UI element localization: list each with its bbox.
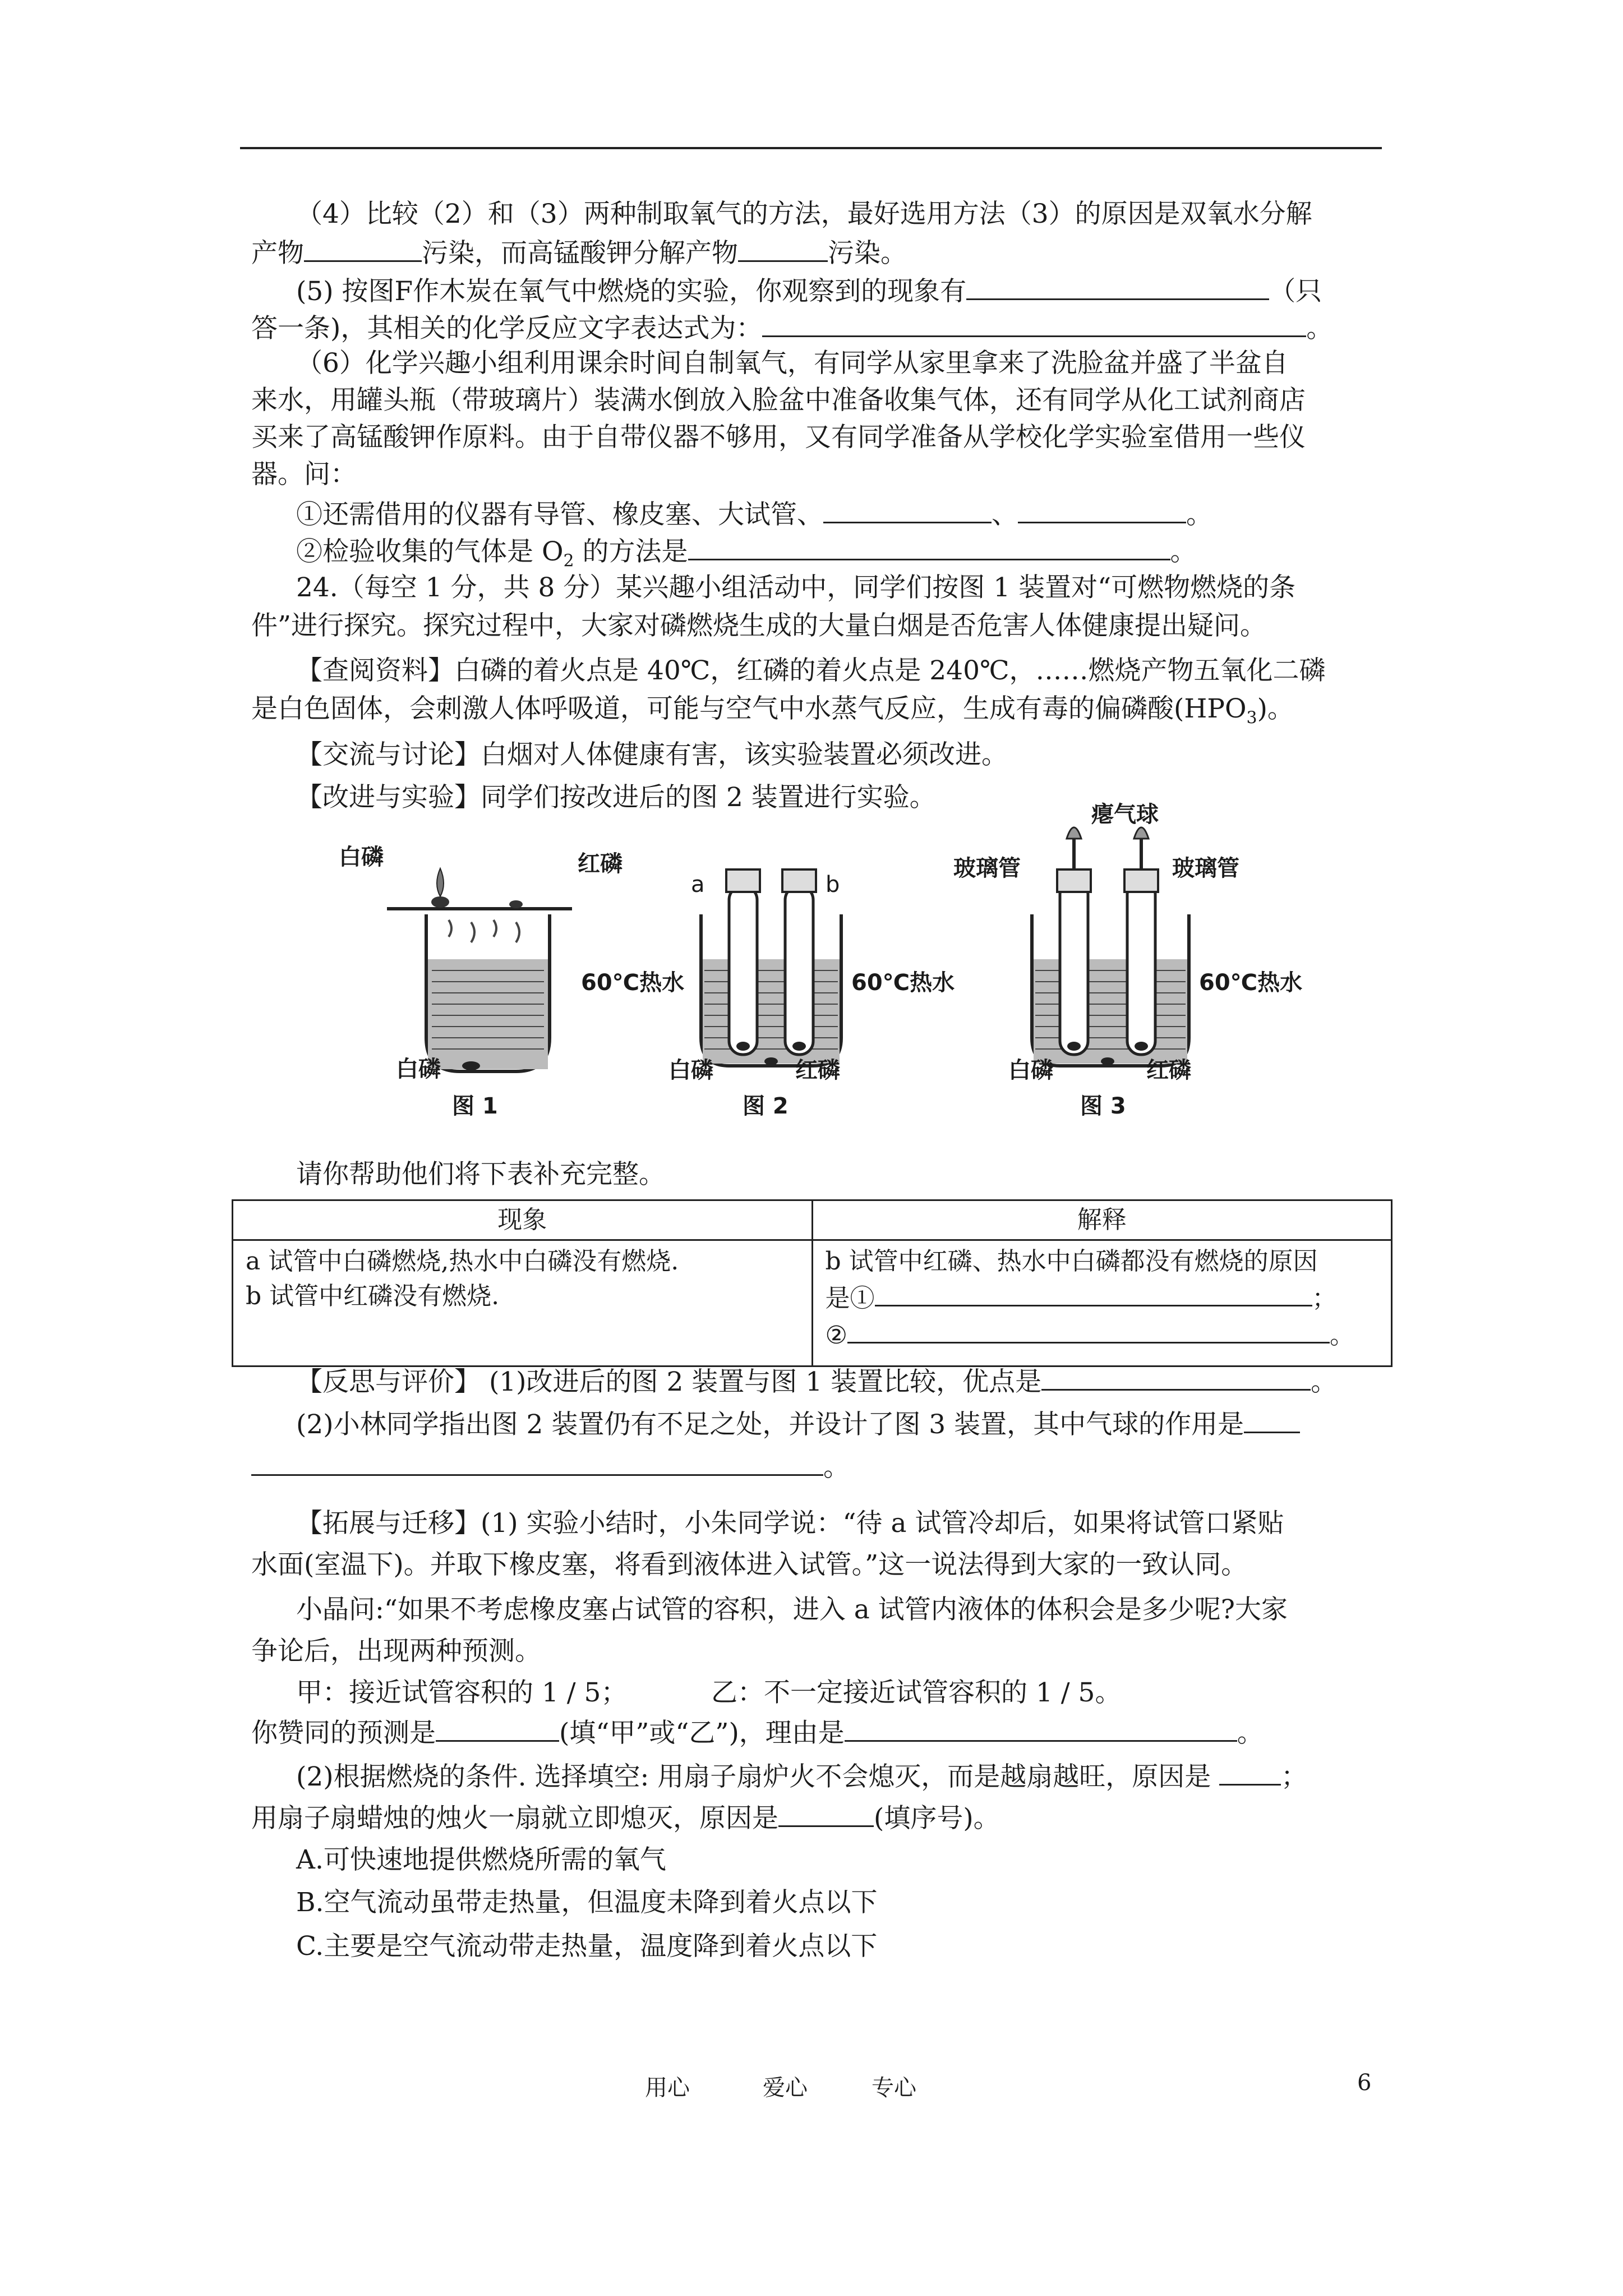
q6-line3: 买来了高锰酸钾作原料。由于自带仪器不够用，又有同学准备从学校化学实验室借用一些仪: [251, 422, 1306, 453]
extend-end: ；: [1281, 1761, 1308, 1792]
q6-sub2-text: ②检验收集的气体是 O: [296, 536, 564, 567]
fig1-label-red-p: 红磷: [578, 851, 623, 877]
q5-text-c: 答一条)，其相关的化学反应文字表达式为：: [251, 313, 763, 344]
footer-motto-2: 爱心: [763, 2075, 808, 2101]
fig2-label-a: a: [691, 872, 705, 898]
fig1-label-water: 60℃热水: [581, 970, 685, 996]
q6-sub1-text: ①还需借用的仪器有导管、橡皮塞、大试管、: [296, 499, 823, 530]
cell-line: [826, 1316, 1379, 1353]
q5-text-a: (5) 按图F作木炭在氧气中燃烧的实验，你观察到的现象有: [296, 276, 967, 307]
option-b: B.空气流动虽带走热量，但温度未降到着火点以下: [296, 1887, 878, 1918]
answer-blank[interactable]: [738, 234, 828, 262]
cell-line: b 试管中红磷、热水中白磷都没有燃烧的原因: [825, 1247, 1318, 1276]
answer-blank[interactable]: [875, 1279, 1312, 1306]
extend-text: 用扇子扇蜡烛的烛火一扇就立即熄灭，原因是: [251, 1803, 778, 1834]
table-intro: 请你帮助他们将下表补充完整。: [296, 1159, 665, 1190]
reflect-text: (2)小林同学指出图 2 装置仍有不足之处，并设计了图 3 装置，其中气球的作用是: [296, 1409, 1244, 1440]
answer-blank[interactable]: [845, 1714, 1237, 1742]
fig2-caption: 图 2: [743, 1093, 789, 1119]
header-rule: [240, 147, 1382, 149]
q6-line2: 来水，用罐头瓶（带玻璃片）装满水倒放入脸盆中准备收集气体，还有同学从化工试剂商店: [251, 385, 1306, 416]
q24-line2: 件”进行探究。探究过程中，大家对磷燃烧生成的大量白烟是否危害人体健康提出疑问。: [251, 610, 1267, 641]
extend-end: (填序号)。: [874, 1803, 1000, 1834]
extend-end: 。: [1237, 1718, 1264, 1749]
q5-line1: [296, 273, 1322, 309]
fig3-label-white-p: 白磷: [1008, 1057, 1053, 1083]
q4-line1: （4）比较（2）和（3）两种制取氧气的方法，最好选用方法（3）的原因是双氧水分解: [296, 199, 1312, 229]
reflect-text: 【反思与评价】 (1)改进后的图 2 装置与图 1 装置比较，优点是: [296, 1366, 1042, 1397]
reflect-end: 。: [823, 1452, 850, 1483]
q6-sub1-end: 。: [1186, 499, 1212, 530]
fig1-label-white-p-bottom: 白磷: [396, 1056, 441, 1082]
q5-text-d: 。: [1306, 313, 1333, 344]
q24-line1: 24.（每空 1 分，共 8 分）某兴趣小组活动中，同学们按图 1 装置对“可燃物燃烧的条: [296, 572, 1296, 603]
fig2-label-water: 60℃热水: [851, 970, 955, 996]
q5-line2: [251, 310, 1332, 346]
fig3-label-tube-right: 玻璃管: [1172, 855, 1239, 881]
q24-ref2-end: )。: [1257, 693, 1294, 724]
table-cell-phenomenon: [233, 1240, 813, 1366]
fig3-label-balloon: 瘪气球: [1091, 802, 1159, 827]
answer-blank[interactable]: [1219, 1758, 1281, 1786]
reflect-end: 。: [1311, 1366, 1338, 1397]
fig1-caption: 图 1: [452, 1093, 498, 1119]
cell-text: ②: [825, 1321, 847, 1350]
q4-text-a: 产物: [251, 238, 304, 269]
extend-line7: [296, 1758, 1307, 1794]
q6-sub1-sep: 、: [992, 499, 1018, 530]
answer-blank[interactable]: [966, 273, 1269, 300]
answer-blank[interactable]: [688, 533, 1170, 560]
answer-blank[interactable]: [436, 1714, 559, 1742]
table-header-phenomenon: 现象: [233, 1200, 813, 1240]
table-header-explanation: 解释: [812, 1200, 1392, 1240]
cell-line: a 试管中白磷燃烧,热水中白磷没有燃烧.: [246, 1247, 679, 1276]
answer-blank[interactable]: [762, 310, 1306, 337]
cell-text: 。: [1329, 1321, 1354, 1350]
fig3-label-water: 60℃热水: [1199, 970, 1303, 996]
q6-line4: 器。问：: [251, 459, 357, 490]
footer-motto-3: 专心: [872, 2075, 916, 2101]
q24-ref2: [251, 692, 1294, 735]
cell-line: [826, 1279, 1379, 1316]
option-a: A.可快速地提供燃烧所需的氧气: [296, 1844, 666, 1875]
fig3-caption: 图 3: [1080, 1093, 1126, 1119]
extend-text: (填“甲”或“乙”)，理由是: [559, 1718, 845, 1749]
cell-text: ；: [1312, 1284, 1337, 1313]
fig2-label-white-p: 白磷: [668, 1057, 713, 1083]
answer-blank[interactable]: [1041, 1363, 1311, 1391]
fig3-label-red-p: 红磷: [1146, 1057, 1191, 1083]
phenomenon-table: [232, 1199, 1393, 1367]
extend-prediction-yi: 乙：不一定接近试管容积的 1 / 5。: [711, 1677, 1122, 1708]
q5-text-b: （只: [1269, 276, 1322, 307]
answer-blank[interactable]: [1244, 1406, 1300, 1433]
extend-line1: 【拓展与迁移】(1) 实验小结时，小朱同学说：“待 a 试管冷却后，如果将试管口紧贴: [296, 1508, 1284, 1539]
extend-line8: [251, 1800, 1000, 1835]
extend-text: (2)根据燃烧的条件. 选择填空: 用扇子扇炉火不会熄灭，而是越扇越旺，原因是: [296, 1761, 1220, 1792]
q6-line1: （6）化学兴趣小组利用课余时间自制氧气，有同学从家里拿来了洗脸盆并盛了半盆自: [296, 348, 1288, 379]
option-c: C.主要是空气流动带走热量，温度降到着火点以下: [296, 1931, 878, 1962]
table-cell-explanation: [812, 1240, 1392, 1366]
footer-motto-1: 用心: [645, 2075, 690, 2101]
cell-text: 是①: [825, 1284, 875, 1313]
subscript: 2: [563, 551, 574, 571]
answer-blank[interactable]: [1018, 496, 1186, 523]
extend-line4: 争论后，出现两种预测。: [251, 1636, 541, 1667]
fig1-label-white-p: 白磷: [339, 844, 384, 870]
q4-text-c: 污染。: [828, 238, 907, 269]
answer-blank[interactable]: [778, 1800, 874, 1827]
extend-prediction-jia: 甲：接近试管容积的 1 / 5；: [296, 1677, 628, 1708]
figure-1-diagram: [387, 853, 572, 1083]
figure-3-diagram: [1026, 813, 1195, 1077]
answer-blank[interactable]: [847, 1316, 1330, 1343]
fig2-label-b: b: [826, 872, 840, 898]
q6-sub2-end: 。: [1170, 536, 1197, 567]
answer-blank[interactable]: [304, 234, 422, 262]
page-number: 6: [1357, 2070, 1372, 2096]
fig3-label-tube-left: 玻璃管: [953, 855, 1021, 881]
q6-sub2-text-b: 的方法是: [574, 536, 688, 567]
answer-blank[interactable]: [251, 1448, 823, 1476]
q6-sub1: [296, 496, 1212, 532]
extend-line3: 小晶问:“如果不考虑橡皮塞占试管的容积，进入 a 试管内液体的体积会是多少呢?大家: [296, 1594, 1288, 1625]
reflect-line2: [296, 1406, 1300, 1442]
q24-discuss: 【交流与讨论】白烟对人体健康有害，该实验装置必须改进。: [296, 739, 1008, 770]
q4-text-b: 污染，而高锰酸钾分解产物: [422, 238, 738, 269]
subscript: 3: [1246, 708, 1257, 728]
q24-ref2-text: 是白色固体，会刺激人体呼吸道，可能与空气中水蒸气反应，生成有毒的偏磷酸(HPO: [251, 693, 1247, 724]
q24-ref1: 【查阅资料】白磷的着火点是 40℃，红磷的着火点是 240℃，……燃烧产物五氧化二磷: [296, 655, 1326, 686]
table-header-row: [233, 1200, 1392, 1240]
q24-improve: 【改进与实验】同学们按改进后的图 2 装置进行实验。: [296, 782, 936, 813]
figure-2-diagram: [695, 864, 847, 1077]
cell-line: b 试管中红磷没有燃烧.: [246, 1282, 500, 1310]
extend-line2: 水面(室温下)。并取下橡皮塞，将看到液体进入试管。”这一说法得到大家的一致认同。: [251, 1549, 1248, 1580]
extend-line6: [251, 1714, 1264, 1750]
q4-line2: [251, 234, 907, 270]
reflect-line3: [251, 1448, 850, 1484]
reflect-line1: [296, 1363, 1337, 1399]
fig2-label-red-p: 红磷: [795, 1057, 840, 1083]
extend-text: 你赞同的预测是: [251, 1718, 436, 1749]
table-row: [233, 1240, 1392, 1366]
answer-blank[interactable]: [823, 496, 992, 523]
